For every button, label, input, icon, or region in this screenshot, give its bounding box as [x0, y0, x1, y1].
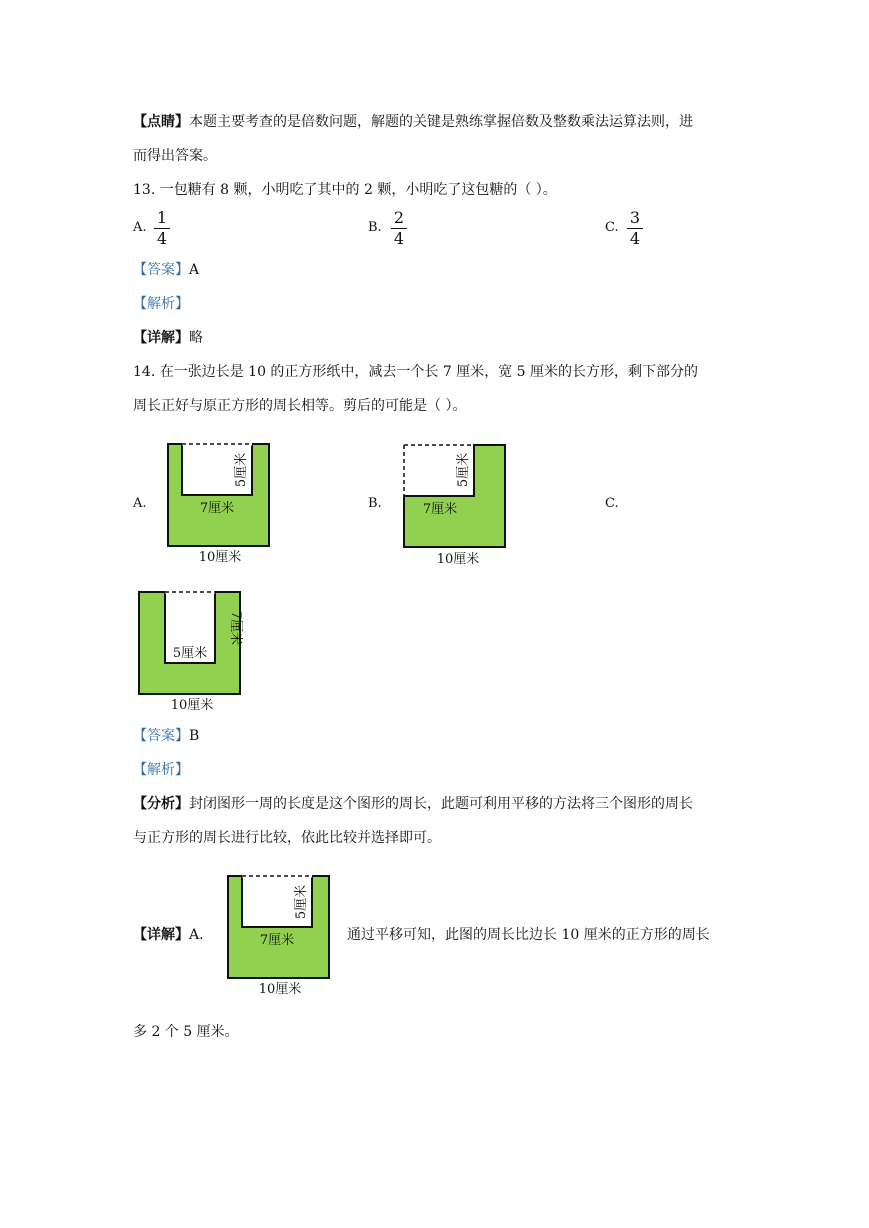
- q14-figure-a: [165, 440, 275, 568]
- q13-stem: 13. 一包糖有 8 颗，小明吃了其中的 2 颗，小明吃了这包糖的（ ）。: [133, 182, 557, 198]
- tip-line-1: [133, 112, 693, 132]
- denominator: 4: [156, 229, 168, 248]
- label-7: 7厘米: [259, 933, 295, 948]
- detail-letter: A.: [189, 927, 204, 943]
- q13-detail: [133, 328, 203, 348]
- q14-option-b-letter: B.: [368, 496, 382, 511]
- q14-figure-c: [136, 588, 246, 716]
- q13-option-a-letter: A.: [133, 220, 147, 235]
- q14-option-c-letter: C.: [605, 496, 619, 511]
- q14-analysis-label: 【解析】: [133, 762, 189, 778]
- denominator: 4: [629, 229, 641, 248]
- label-5: 5厘米: [456, 452, 471, 488]
- label-7: 7厘米: [199, 501, 235, 516]
- analysis-text-1: 封闭图形一周的长度是这个图形的周长，此题可利用平移的方法将三个图形的周长: [189, 796, 693, 812]
- answer-value: B: [189, 728, 200, 744]
- detail-label: 【详解】: [133, 927, 189, 943]
- answer-label: 【答案】: [133, 728, 189, 744]
- answer-label: 【答案】: [133, 262, 189, 278]
- q13-option-b-letter: B.: [368, 220, 382, 235]
- label-7: 7厘米: [422, 502, 458, 517]
- label-10: 10厘米: [258, 982, 302, 997]
- label-10: 10厘米: [198, 550, 242, 565]
- q13-option-b-fraction: [391, 209, 407, 248]
- label-7: 7厘米: [228, 610, 243, 646]
- shape-fill: [404, 445, 505, 547]
- label-10: 10厘米: [436, 552, 480, 567]
- label-10: 10厘米: [170, 698, 214, 713]
- numerator: 1: [156, 208, 168, 227]
- tip-label: 【点睛】: [133, 114, 189, 130]
- q13-option-c-letter: C.: [605, 220, 619, 235]
- q14-option-a-letter: A.: [133, 496, 147, 511]
- analysis-tag: 【分析】: [133, 796, 189, 812]
- q13-option-a-fraction: [154, 209, 170, 248]
- q14-detail-cont: 多 2 个 5 厘米。: [133, 1024, 239, 1040]
- q13-answer: [133, 260, 199, 280]
- label-5: 5厘米: [172, 646, 208, 661]
- q13-analysis-label: 【解析】: [133, 296, 189, 312]
- detail-text: 略: [189, 330, 203, 346]
- answer-value: A: [189, 262, 200, 278]
- q14-stem-line-2: 周长正好与原正方形的周长相等。剪后的可能是（ ）。: [133, 398, 467, 414]
- numerator: 2: [393, 208, 405, 227]
- tip-line-2: 而得出答案。: [133, 148, 217, 164]
- q14-figure-b: [400, 440, 510, 570]
- tip-text-1: 本题主要考查的是倍数问题，解题的关键是熟练掌握倍数及整数乘法运算法则，进: [189, 114, 693, 130]
- label-5: 5厘米: [294, 884, 309, 920]
- q14-analysis-line-2: 与正方形的周长进行比较，依此比较并选择即可。: [133, 830, 441, 846]
- q13-option-c-fraction: [627, 209, 643, 248]
- detail-label: 【详解】: [133, 330, 189, 346]
- q14-detail-label: [133, 925, 204, 945]
- q14-detail-figure: [225, 872, 335, 1000]
- q14-stem-line-1: 14. 在一张边长是 10 的正方形纸中，减去一个长 7 厘米，宽 5 厘米的长方形，剩下部分的: [133, 364, 699, 380]
- q14-detail-text: 通过平移可知，此图的周长比边长 10 厘米的正方形的周长: [347, 927, 710, 943]
- numerator: 3: [629, 208, 641, 227]
- denominator: 4: [393, 229, 405, 248]
- q14-answer: [133, 726, 199, 746]
- q14-analysis-line-1: [133, 794, 693, 814]
- label-5: 5厘米: [234, 452, 249, 488]
